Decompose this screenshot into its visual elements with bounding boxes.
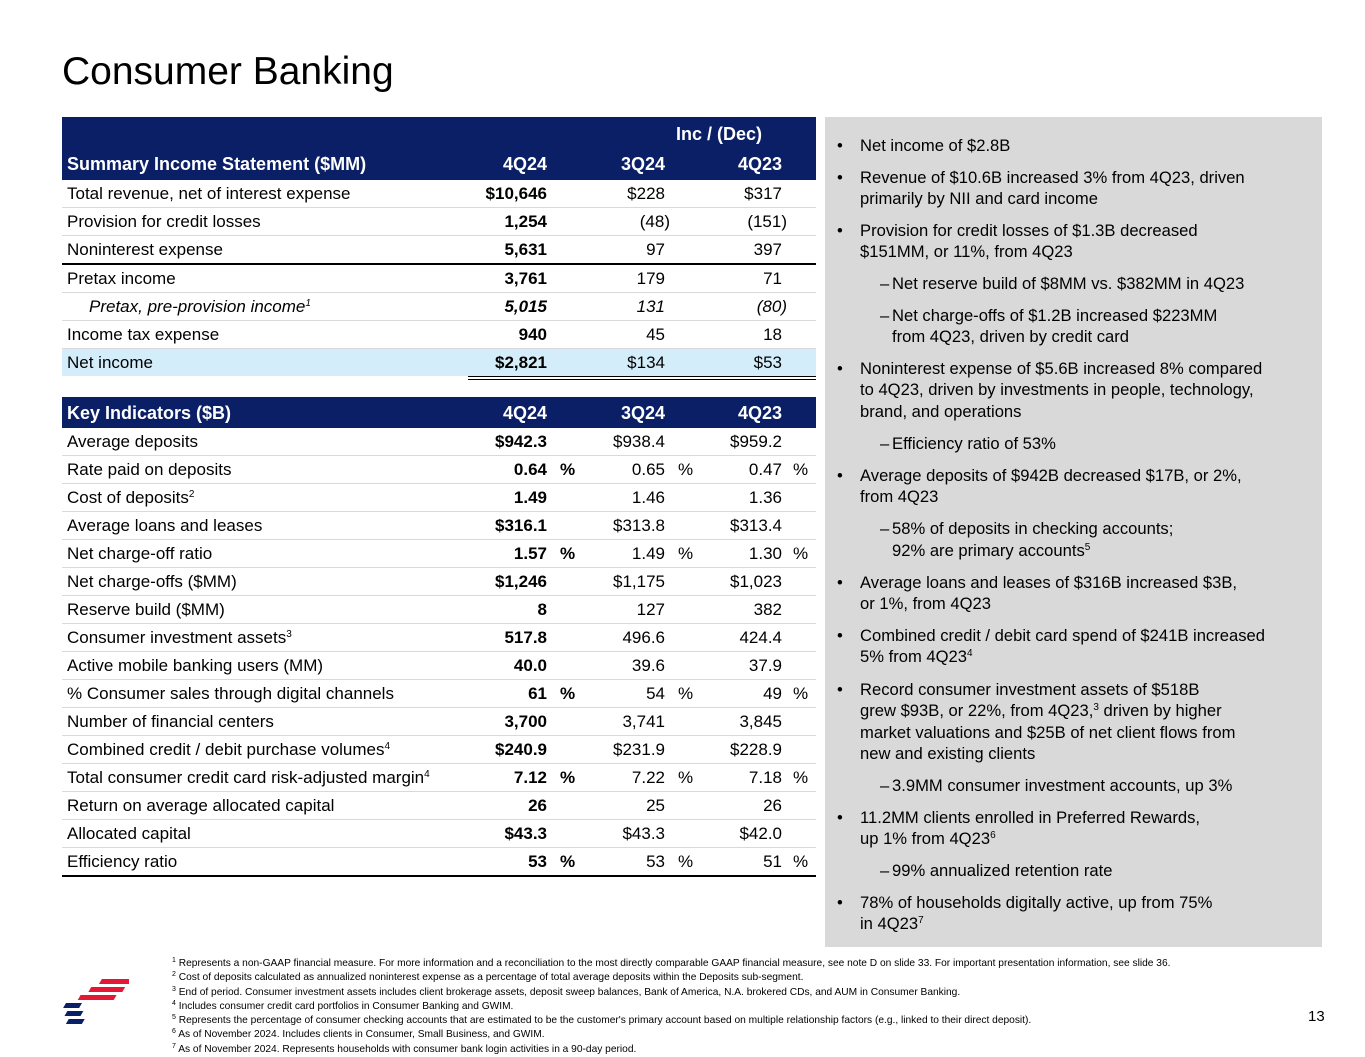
footnote-marker: 6 xyxy=(990,830,996,841)
row-value-4q23: 51 xyxy=(763,852,782,871)
footnote-text: Includes consumer credit card portfolios in Consumer Banking and GWIM. xyxy=(178,1000,514,1012)
row-value-3q24: 97 xyxy=(646,240,665,259)
footnote-marker: 7 xyxy=(918,915,924,926)
row-value-4q23: (151) xyxy=(747,212,787,231)
row-label: Total revenue, net of interest expense xyxy=(67,184,351,203)
footnote-number: 4 xyxy=(172,999,176,1007)
row-label-text: Rate paid on deposits xyxy=(67,460,232,479)
row-value-4q23: $53 xyxy=(753,353,782,372)
row-value-4q24: 53 xyxy=(528,852,547,871)
bullet-text: to 4Q23, driven by investments in people, technology, xyxy=(860,380,1254,399)
dash-marker: – xyxy=(880,434,890,453)
row-label-text: Combined credit / debit purchase volumes xyxy=(67,740,385,759)
row-label xyxy=(67,848,177,875)
percent-sign: % xyxy=(793,544,809,563)
row-value-3q24: 54 xyxy=(646,684,665,703)
row-value-3q24: 496.6 xyxy=(622,628,665,647)
highlights-panel xyxy=(825,117,1322,947)
table-row xyxy=(62,456,816,484)
indicators-header-row xyxy=(62,397,816,428)
bullet-dot: • xyxy=(837,893,843,912)
indicators-body xyxy=(62,428,816,877)
dash-marker: – xyxy=(880,776,890,795)
footnote-number: 1 xyxy=(172,957,176,964)
row-value-3q24: 25 xyxy=(646,796,665,815)
row-value-4q23: 1.36 xyxy=(748,488,782,507)
row-value-4q23: 424.4 xyxy=(739,628,782,647)
row-value-4q23: $317 xyxy=(744,184,782,203)
row-value-3q24: $1,175 xyxy=(613,572,665,591)
row-value-4q24: 40.0 xyxy=(513,656,547,675)
bullet-text: $151MM, or 11%, from 4Q23 xyxy=(860,242,1073,261)
bullet-text: 11.2MM clients enrolled in Preferred Rewards, xyxy=(860,808,1201,827)
percent-sign: % xyxy=(678,768,694,787)
percent-sign: % xyxy=(793,460,809,479)
bullet-dot: • xyxy=(837,168,843,187)
row-label-text: Reserve build ($MM) xyxy=(67,600,225,619)
bank-flag-logo-icon xyxy=(63,977,129,1032)
table-row xyxy=(62,321,816,349)
footnote-marker: 4 xyxy=(384,741,391,752)
percent-sign: % xyxy=(793,852,809,871)
row-label xyxy=(67,540,212,567)
row-label-text: Total consumer credit card risk-adjusted margin xyxy=(67,768,425,787)
row-value-4q23: 49 xyxy=(763,684,782,703)
bullet-text: Record consumer investment assets of $518B xyxy=(860,680,1200,699)
indicators-header-col1: 4Q24 xyxy=(502,403,547,423)
table-row xyxy=(62,708,816,736)
row-value-4q23: 397 xyxy=(753,240,782,259)
row-value-4q24: 5,015 xyxy=(504,297,547,316)
row-label xyxy=(67,484,194,511)
footnote-marker: 4 xyxy=(966,648,973,659)
table-row xyxy=(62,512,816,540)
bullet-text: Efficiency ratio of 53% xyxy=(892,434,1056,453)
row-value-4q23: $1,023 xyxy=(730,572,782,591)
row-value-4q24: $1,246 xyxy=(495,572,547,591)
row-value-4q24: 8 xyxy=(537,600,547,619)
row-value-4q24: 26 xyxy=(528,796,547,815)
row-value-3q24: 127 xyxy=(636,600,665,619)
dash-marker: – xyxy=(880,519,890,538)
bullet-text: Average loans and leases of $316B increased $3B, xyxy=(860,573,1238,592)
footnote-text: Represents the percentage of consumer checking accounts that are estimated to be the customer's primary account based on multiple relationship factors (e.g., linked to their direct deposit). xyxy=(178,1015,1032,1027)
row-label xyxy=(67,764,430,791)
footnote-marker: 4 xyxy=(424,769,430,780)
row-value-3q24: $134 xyxy=(627,353,665,372)
footnote-text: As of November 2024. Includes clients in Consumer, Small Business, and GWIM. xyxy=(178,1029,545,1041)
percent-sign: % xyxy=(678,544,694,563)
bullet-text: driven by higher xyxy=(1098,701,1222,720)
row-value-4q24: $10,646 xyxy=(485,184,547,203)
dash-marker: – xyxy=(880,274,890,293)
bullet-dot: • xyxy=(837,680,843,699)
table-row xyxy=(62,293,816,321)
bullet-text: Combined credit / debit card spend of $241B increased xyxy=(860,626,1265,645)
row-label-text: Cost of deposits xyxy=(67,488,189,507)
row-label-text: Number of financial centers xyxy=(67,712,274,731)
row-value-4q24: $240.9 xyxy=(495,740,547,759)
row-label-text: Net charge-off ratio xyxy=(67,544,213,563)
footnote-marker: 3 xyxy=(1093,702,1099,713)
row-value-4q23: 71 xyxy=(763,269,782,288)
row-value-4q24: $316.1 xyxy=(495,516,547,535)
row-value-4q24: 7.12 xyxy=(513,768,547,787)
footnote-text: Cost of deposits calculated as annualized noninterest expense as a percentage of total average deposits within the Deposits sub-segment. xyxy=(178,972,804,984)
incdec-label: Inc / (Dec) xyxy=(675,124,763,144)
row-value-4q23: 26 xyxy=(763,796,782,815)
row-label-text: Return on average allocated capital xyxy=(67,796,335,815)
table-row xyxy=(62,484,816,512)
row-value-3q24: 1.46 xyxy=(631,488,665,507)
footnote xyxy=(172,971,1170,985)
bullet-text: 5% from 4Q23 xyxy=(860,647,967,666)
bullet-dot: • xyxy=(837,359,843,378)
row-value-3q24: 179 xyxy=(636,269,665,288)
bullet-text: market valuations and $25B of net client flows from xyxy=(860,723,1236,742)
row-label xyxy=(67,652,323,679)
bullet-dot: • xyxy=(837,221,843,240)
row-label xyxy=(67,428,198,455)
footnote-number: 3 xyxy=(172,985,176,993)
table-row xyxy=(62,428,816,456)
row-label xyxy=(67,736,390,763)
row-label xyxy=(67,708,274,735)
row-label-text: Pretax, pre-provision income xyxy=(89,297,306,316)
row-value-4q23: $228.9 xyxy=(730,740,782,759)
bullet-text: brand, and operations xyxy=(860,402,1022,421)
row-value-3q24: 53 xyxy=(646,852,665,871)
bullet-text: 78% of households digitally active, up from 75% xyxy=(860,893,1213,912)
row-label xyxy=(67,568,237,595)
bullet-text: Revenue of $10.6B increased 3% from 4Q23, driven xyxy=(860,168,1245,187)
page-number: 13 xyxy=(1308,1008,1325,1025)
bullet-dot: • xyxy=(837,573,843,592)
row-value-4q24: $2,821 xyxy=(495,353,547,372)
table-row xyxy=(62,820,816,848)
table-row xyxy=(62,680,816,708)
row-label xyxy=(67,456,231,483)
table-row xyxy=(62,764,816,792)
row-value-4q24: 1.49 xyxy=(513,488,547,507)
dash-marker: – xyxy=(880,306,890,325)
bullet-text: in 4Q23 xyxy=(860,914,919,933)
row-value-3q24: 39.6 xyxy=(631,656,665,675)
net-income-row xyxy=(62,349,816,376)
table-row xyxy=(62,848,816,877)
percent-sign: % xyxy=(678,684,694,703)
income-header-col1: 4Q24 xyxy=(502,154,547,174)
percent-sign: % xyxy=(560,460,576,479)
row-label-text: Average loans and leases xyxy=(67,516,263,535)
bullet-text: Average deposits of $942B decreased $17B, or 2%, xyxy=(860,466,1242,485)
row-value-4q24: 1,254 xyxy=(504,212,547,231)
bullet-dot: • xyxy=(837,136,843,155)
income-statement-table xyxy=(62,117,816,380)
table-row xyxy=(62,208,816,236)
table-row xyxy=(62,265,816,293)
bullet-text: 58% of deposits in checking accounts; xyxy=(892,519,1174,538)
table-row xyxy=(62,736,816,764)
footnote-marker: 1 xyxy=(305,298,311,309)
bullet-dot: • xyxy=(837,808,843,827)
row-label-text: Consumer investment assets xyxy=(67,628,287,647)
footnote-number: 7 xyxy=(172,1042,176,1050)
row-value-3q24: $43.3 xyxy=(622,824,665,843)
row-value-3q24: (48) xyxy=(639,212,670,231)
row-value-3q24: $231.9 xyxy=(613,740,665,759)
row-value-4q23: 0.47 xyxy=(748,460,782,479)
footnotes xyxy=(172,957,1170,1057)
incdec-header-row xyxy=(62,117,816,149)
percent-sign: % xyxy=(678,852,694,871)
bullet-text: Net income of $2.8B xyxy=(860,136,1011,155)
footnote xyxy=(172,957,1170,971)
footnote xyxy=(172,986,1170,1000)
percent-sign: % xyxy=(793,684,809,703)
row-value-4q23: $959.2 xyxy=(730,432,782,451)
indicators-header-label: Key Indicators ($B) xyxy=(67,403,232,423)
table-row xyxy=(62,652,816,680)
footnote-marker: 3 xyxy=(286,629,292,640)
footnote-number: 6 xyxy=(172,1028,176,1036)
row-value-3q24: 3,741 xyxy=(622,712,665,731)
row-label xyxy=(89,293,311,320)
footnote-number: 5 xyxy=(172,1014,176,1022)
row-label: Pretax income xyxy=(67,269,176,288)
footnote-marker: 5 xyxy=(1084,542,1091,553)
row-label xyxy=(67,680,394,707)
bullet-text: primarily by NII and card income xyxy=(860,189,1098,208)
row-label: Provision for credit losses xyxy=(67,212,261,231)
row-value-3q24: 131 xyxy=(636,297,665,316)
row-value-4q23: 1.30 xyxy=(748,544,782,563)
row-label xyxy=(67,596,225,623)
bullet-text: or 1%, from 4Q23 xyxy=(860,594,991,613)
table-row xyxy=(62,568,816,596)
table-row xyxy=(62,540,816,568)
row-value-3q24: $938.4 xyxy=(613,432,665,451)
income-header-label: Summary Income Statement ($MM) xyxy=(67,154,367,174)
footnote-text: As of November 2024. Represents households with consumer bank login activities in a 90-day period. xyxy=(178,1043,637,1055)
footnote-text: End of period. Consumer investment assets includes client brokerage assets, deposit sweep balances, Bank of America, N.A. brokered CDs, and AUM in Consumer Banking. xyxy=(178,986,961,998)
row-value-4q24: $43.3 xyxy=(504,824,547,843)
percent-sign: % xyxy=(560,684,576,703)
row-label-text: Efficiency ratio xyxy=(67,852,178,871)
bullet-text: Net charge-offs of $1.2B increased $223MM xyxy=(892,306,1218,325)
row-value-4q23: 18 xyxy=(763,325,782,344)
bullet-text: Provision for credit losses of $1.3B decreased xyxy=(860,221,1198,240)
footnote-number: 2 xyxy=(172,971,176,979)
row-value-4q23: $313.4 xyxy=(730,516,782,535)
row-label: Income tax expense xyxy=(67,325,220,344)
footnote xyxy=(172,1028,1170,1042)
row-value-3q24: 0.65 xyxy=(631,460,665,479)
indicators-header-col3: 4Q23 xyxy=(737,403,782,423)
row-value-4q24: 3,700 xyxy=(504,712,547,731)
row-value-3q24: 45 xyxy=(646,325,665,344)
bullet-text: grew $93B, or 22%, from 4Q23, xyxy=(860,701,1094,720)
row-label xyxy=(67,820,191,847)
footnote xyxy=(172,1000,1170,1014)
row-value-4q24: 1.57 xyxy=(513,544,547,563)
page-title: Consumer Banking xyxy=(62,50,394,93)
bullet-text: up 1% from 4Q23 xyxy=(860,829,991,848)
row-value-3q24: 7.22 xyxy=(631,768,665,787)
row-value-4q23: 7.18 xyxy=(748,768,782,787)
percent-sign: % xyxy=(793,768,809,787)
row-value-4q23: 37.9 xyxy=(748,656,782,675)
footnote-marker: 2 xyxy=(188,489,195,500)
row-value-4q24: 61 xyxy=(528,684,547,703)
table-row xyxy=(62,596,816,624)
table-row xyxy=(62,624,816,652)
income-header-col3: 4Q23 xyxy=(737,154,782,174)
footnote xyxy=(172,1014,1170,1028)
row-value-3q24: $313.8 xyxy=(613,516,665,535)
row-value-4q24: 3,761 xyxy=(504,269,547,288)
row-label-text: % Consumer sales through digital channels xyxy=(67,684,394,703)
bullet-text: 92% are primary accounts xyxy=(892,541,1085,560)
row-label-text: Allocated capital xyxy=(67,824,191,843)
dash-marker: – xyxy=(880,861,890,880)
bullet-text: from 4Q23 xyxy=(860,487,939,506)
key-indicators-table xyxy=(62,397,816,877)
bullet-text: new and existing clients xyxy=(860,744,1036,763)
table-row xyxy=(62,236,816,265)
row-label-text: Net charge-offs ($MM) xyxy=(67,572,237,591)
percent-sign: % xyxy=(560,544,576,563)
bullet-text: Net reserve build of $8MM vs. $382MM in 4Q23 xyxy=(892,274,1245,293)
row-label-text: Active mobile banking users (MM) xyxy=(67,656,324,675)
row-label xyxy=(67,624,292,651)
row-value-4q23: $42.0 xyxy=(739,824,782,843)
row-value-4q23: (80) xyxy=(756,297,787,316)
row-value-4q23: 3,845 xyxy=(739,712,782,731)
row-value-4q24: 0.64 xyxy=(513,460,547,479)
income-header-row xyxy=(62,149,816,180)
row-value-4q24: 5,631 xyxy=(504,240,547,259)
row-value-3q24: 1.49 xyxy=(631,544,665,563)
footnote-text: Represents a non-GAAP financial measure. For more information and a reconciliation to the most directly comparable GAAP financial measure, see note D on slide 33. For important presentation information, see slide 36. xyxy=(178,958,1171,969)
row-label: Net income xyxy=(67,353,153,372)
bullet-text: from 4Q23, driven by credit card xyxy=(892,327,1130,346)
table-row xyxy=(62,792,816,820)
percent-sign: % xyxy=(560,768,576,787)
row-value-4q23: 382 xyxy=(753,600,782,619)
bullet-dot: • xyxy=(837,466,843,485)
row-value-4q24: 940 xyxy=(518,325,547,344)
percent-sign: % xyxy=(560,852,576,871)
row-label xyxy=(67,792,334,819)
double-underline xyxy=(468,376,816,380)
row-value-4q24: 517.8 xyxy=(504,628,547,647)
row-label-text: Average deposits xyxy=(67,432,199,451)
row-value-4q24: $942.3 xyxy=(495,432,547,451)
bullet-text: 3.9MM consumer investment accounts, up 3% xyxy=(892,776,1233,795)
indicators-header-col2: 3Q24 xyxy=(620,403,665,423)
bullet-dot: • xyxy=(837,626,843,645)
row-label: Noninterest expense xyxy=(67,240,223,259)
row-value-3q24: $228 xyxy=(627,184,665,203)
income-header-col2: 3Q24 xyxy=(620,154,665,174)
bullet-text: Noninterest expense of $5.6B increased 8% compared xyxy=(860,359,1263,378)
bullet-text: 99% annualized retention rate xyxy=(892,861,1113,880)
row-label xyxy=(67,512,262,539)
table-row xyxy=(62,180,816,208)
percent-sign: % xyxy=(678,460,694,479)
